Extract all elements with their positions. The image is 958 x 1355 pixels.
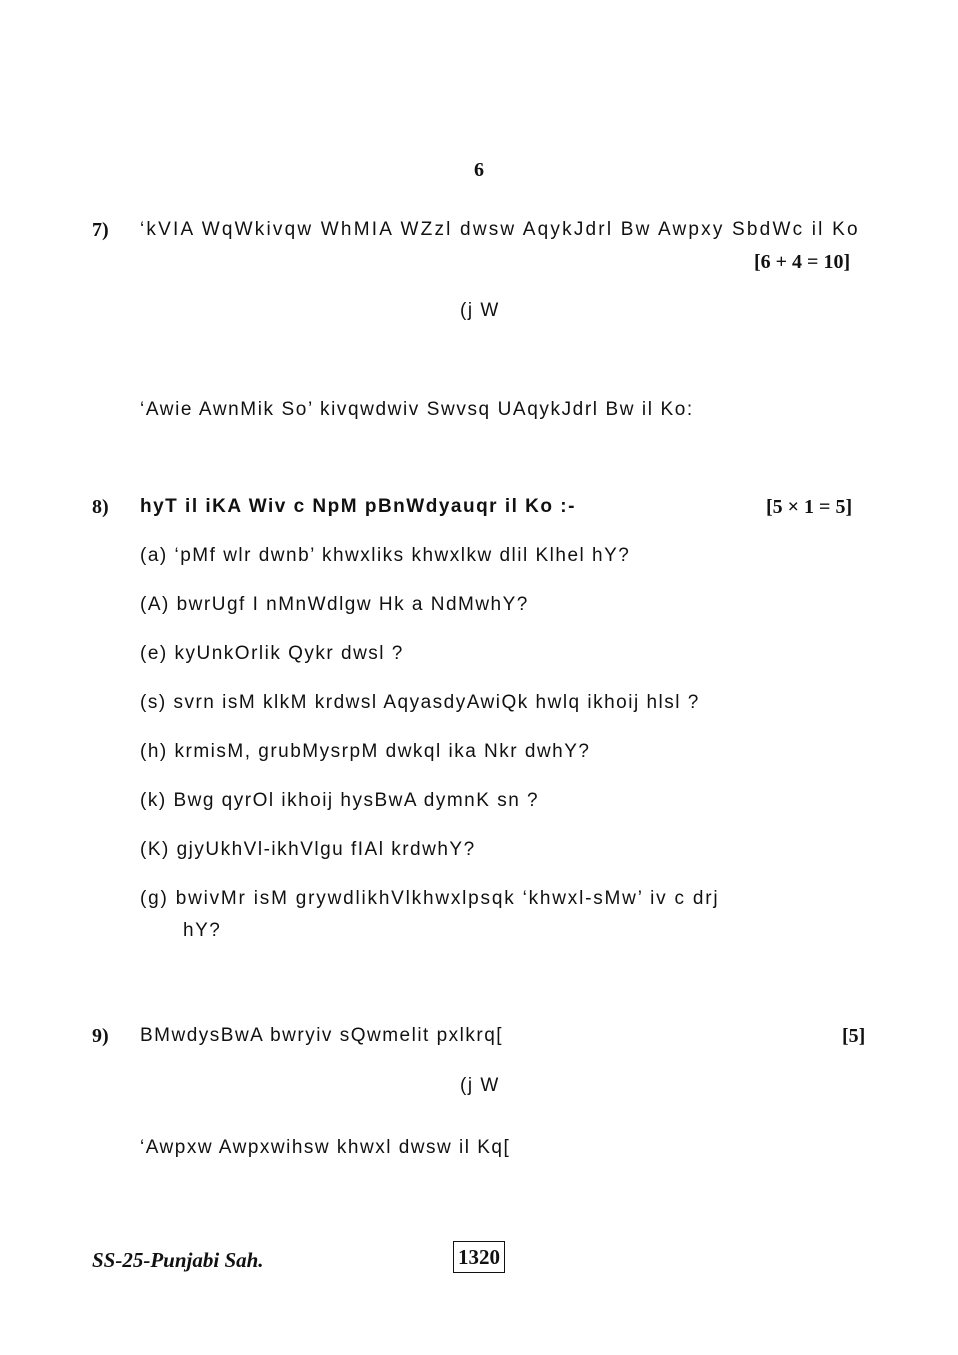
q8-item-a (140, 544, 630, 568)
question-9-marks: [5] (842, 1025, 866, 1047)
item-label: (k) (140, 790, 167, 811)
paper-code: SS-25-Punjabi Sah. (92, 1248, 264, 1272)
question-9-number: 9) (92, 1025, 109, 1047)
item-text: bwivMr isM grywdlikhVlkhwxlpsqk ‘khwxl-sMw’ iv c drj (175, 888, 720, 909)
item-label: (a) (140, 545, 168, 566)
q8-item-K (140, 838, 476, 862)
question-8-text: hyT il iKA Wiv c NpM pBnWdyauqr il Ko :- (140, 496, 576, 517)
question-8-number: 8) (92, 496, 109, 518)
item-label: (s) (140, 692, 167, 713)
question-9-text: BMwdysBwA bwryiv sQwmelit pxlkrq[ (140, 1025, 504, 1046)
question-7-text: ‘kVIA WqWkivqw WhMIA WZzl dwsw AqykJdrl Bw Awpxy SbdWc il Ko (140, 219, 860, 240)
item-text: ‘pMf wlr dwnb’ khwxliks khwxlkw dlil Klhel hY? (174, 545, 631, 566)
item-label: (K) (140, 839, 170, 860)
q8-item-g (140, 887, 719, 911)
paper-box-number: 1320 (453, 1241, 505, 1273)
item-label: (A) (140, 594, 170, 615)
item-text: Bwg qyrOl ikhoij hysBwA dymnK sn ? (173, 790, 540, 811)
item-text: bwrUgf I nMnWdlgw Hk a NdMwhY? (176, 594, 529, 615)
q8-item-A (140, 593, 529, 617)
item-label: (h) (140, 741, 168, 762)
page-number: 6 (474, 159, 484, 181)
item-text: kyUnkOrlik Qykr dwsl ? (174, 643, 404, 664)
question-8-marks: [5 × 1 = 5] (766, 496, 853, 518)
question-9-or-label: (j W (460, 1075, 500, 1096)
q8-item-s (140, 691, 700, 715)
question-7-number: 7) (92, 219, 109, 241)
question-7-alt-text: ‘Awie AwnMik So’ kivqwdwiv Swvsq UAqykJdrl Bw il Ko: (140, 399, 694, 420)
q8-item-k (140, 789, 539, 813)
question-9-alt-text: ‘Awpxw Awpxwihsw khwxl dwsw il Kq[ (140, 1137, 511, 1158)
item-label: (e) (140, 643, 168, 664)
item-text: krmisM, grubMysrpM dwkql ika Nkr dwhY? (174, 741, 591, 762)
q8-item-h (140, 740, 590, 764)
item-label: (g) (140, 888, 169, 909)
question-7-or-label: (j W (460, 300, 500, 321)
q8-item-g-continuation: hY? (183, 920, 222, 941)
item-text: svrn isM klkM krdwsl AqyasdyAwiQk hwlq ikhoij hlsl ? (173, 692, 700, 713)
item-text: gjyUkhVl-ikhVlgu fIAl krdwhY? (176, 839, 476, 860)
question-7-marks: [6 + 4 = 10] (754, 251, 851, 273)
q8-item-e (140, 642, 404, 666)
